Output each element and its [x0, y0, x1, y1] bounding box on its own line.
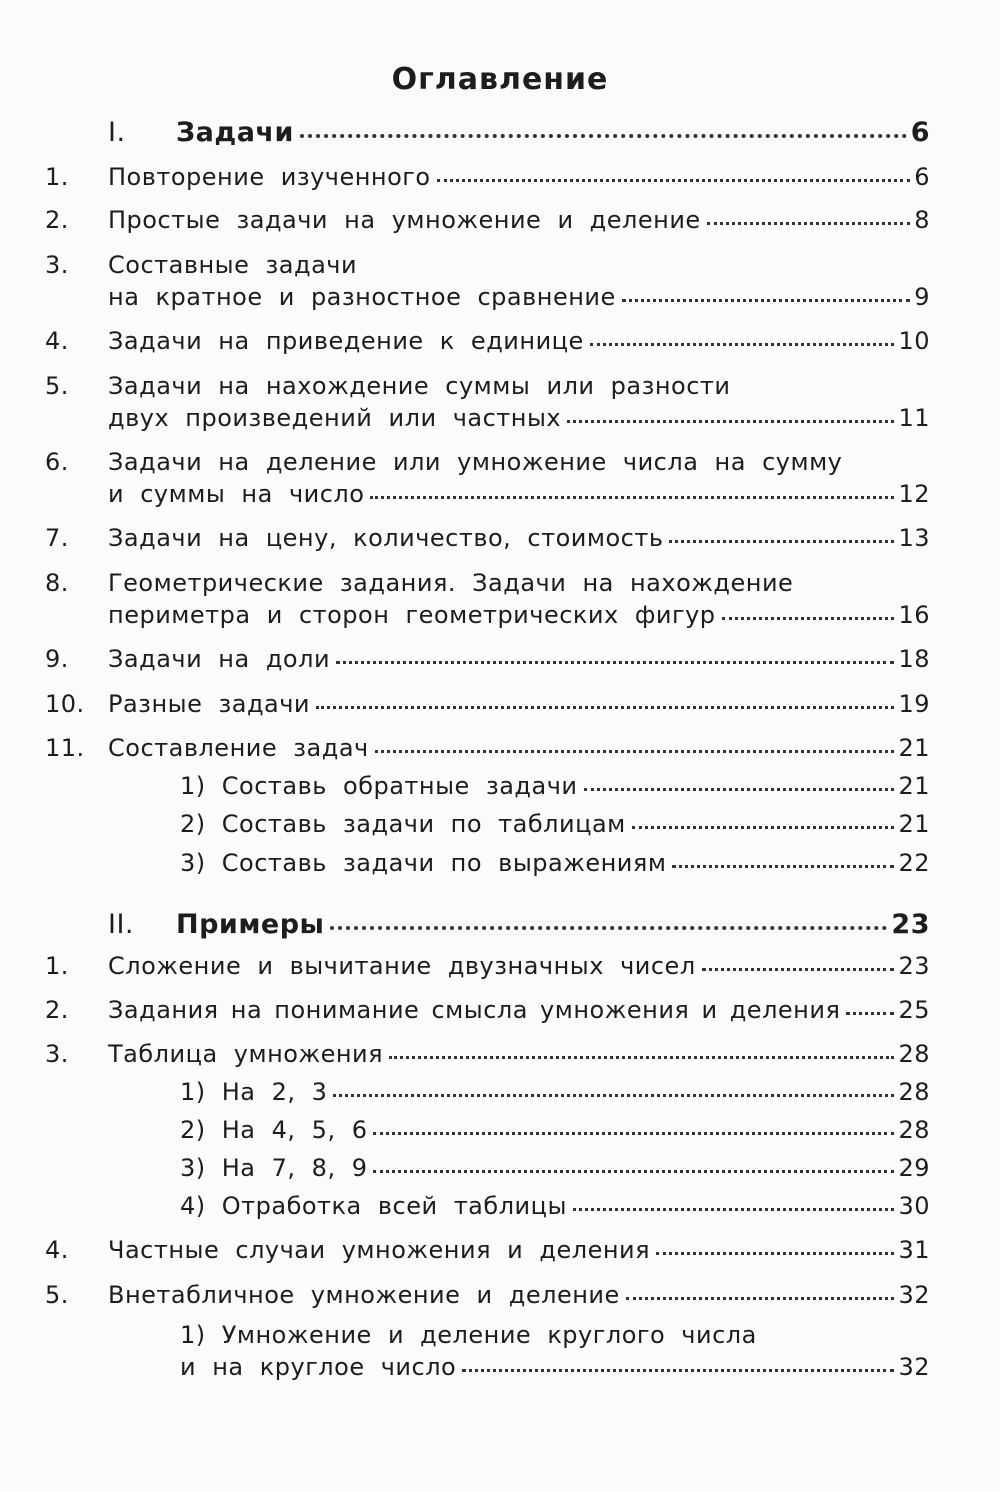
leader-dots: [584, 788, 895, 791]
page-title: Оглавление: [391, 62, 609, 97]
subentry-title: и на круглое число: [180, 1353, 457, 1381]
leader-dots: [846, 1012, 894, 1015]
page-number: 22: [898, 849, 930, 877]
leader-dots: [573, 1208, 895, 1211]
page-number: 6: [914, 163, 930, 191]
leader-dots: [375, 750, 895, 753]
subentry-title: 1) Составь обратные задачи: [180, 772, 578, 800]
leader-dots: [622, 299, 910, 302]
leader-dots: [672, 865, 894, 868]
page-number: 30: [898, 1192, 930, 1220]
leader-dots: [702, 968, 895, 971]
page-number: 19: [898, 690, 930, 718]
entry-title: Разные задачи: [108, 690, 311, 718]
entry-number: 5.: [45, 372, 69, 400]
entry-number: 5.: [45, 1281, 69, 1309]
entry-number: 2.: [45, 206, 69, 234]
entry-title: на кратное и разностное сравнение: [108, 283, 616, 311]
subentry-title: 2) На 4, 5, 6: [180, 1116, 368, 1144]
subentry-title: 3) Составь задачи по выражениям: [180, 849, 667, 877]
entry-title: Повторение изученного: [108, 163, 431, 191]
entry-title: Внетабличное умножение и деление: [108, 1281, 620, 1309]
entry-number: 7.: [45, 524, 69, 552]
leader-dots: [437, 179, 911, 182]
page-number: 28: [898, 1116, 930, 1144]
leader-dots: [626, 1297, 895, 1300]
entry-title: Частные случаи умножения и деления: [108, 1236, 651, 1264]
leader-dots: [669, 540, 894, 543]
subentry-title: 2) Составь задачи по таблицам: [180, 810, 626, 838]
section-number: II.: [108, 909, 135, 940]
entry-title: Задачи на приведение к единице: [108, 327, 584, 355]
entry-title: Задания на понимание смысла умножения и деления: [108, 996, 841, 1024]
subentry-title: 1) На 2, 3: [180, 1078, 328, 1106]
page-number: 23: [891, 909, 930, 940]
entry-number: 3.: [45, 1040, 69, 1068]
page-number: 9: [914, 283, 930, 311]
leader-dots: [590, 343, 895, 346]
entry-title: Простые задачи на умножение и деление: [108, 206, 701, 234]
section-number: I.: [108, 117, 126, 148]
entry-number: 6.: [45, 448, 69, 476]
subentry-title: 3) На 7, 8, 9: [180, 1154, 368, 1182]
page-number: 29: [898, 1154, 930, 1182]
entry-number: 11.: [45, 734, 85, 762]
page-number: 12: [898, 480, 930, 508]
entry-title: Сложение и вычитание двузначных чисел: [108, 952, 696, 980]
leader-dots: [373, 1170, 894, 1173]
leader-dots: [722, 617, 895, 620]
entry-title-line1: Составные задачи: [108, 251, 358, 279]
entry-title: и суммы на число: [108, 480, 365, 508]
page-number: 18: [898, 645, 930, 673]
page-number: 21: [898, 810, 930, 838]
page-number: 25: [898, 996, 930, 1024]
page-number: 32: [898, 1353, 930, 1381]
leader-dots: [300, 134, 907, 138]
section-title: Примеры: [176, 909, 325, 940]
page-number: 13: [898, 524, 930, 552]
page-number: 16: [898, 601, 930, 629]
entry-number: 4.: [45, 327, 69, 355]
subentry-title: 4) Отработка всей таблицы: [180, 1192, 567, 1220]
leader-dots: [567, 420, 894, 423]
leader-dots: [330, 926, 887, 930]
page-number: 31: [898, 1236, 930, 1264]
section-title: Задачи: [176, 117, 294, 148]
leader-dots: [373, 1132, 894, 1135]
entry-title: Задачи на цену, количество, стоимость: [108, 524, 664, 552]
entry-number: 4.: [45, 1236, 69, 1264]
page-number: 21: [898, 734, 930, 762]
leader-dots: [370, 496, 894, 499]
entry-title: Задачи на доли: [108, 645, 331, 673]
entry-title-line1: Задачи на деление или умножение числа на сумму: [108, 448, 843, 476]
leader-dots: [389, 1056, 894, 1059]
entry-title-line1: Геометрические задания. Задачи на нахождение: [108, 569, 794, 597]
leader-dots: [632, 826, 895, 829]
entry-title: Составление задач: [108, 734, 369, 762]
page-number: 28: [898, 1078, 930, 1106]
leader-dots: [336, 661, 894, 664]
entry-number: 2.: [45, 996, 69, 1024]
page-number: 23: [898, 952, 930, 980]
leader-dots: [462, 1369, 894, 1372]
leader-dots: [656, 1252, 894, 1255]
page-number: 21: [898, 772, 930, 800]
entry-title: периметра и сторон геометрических фигур: [108, 601, 716, 629]
entry-number: 3.: [45, 251, 69, 279]
entry-number: 8.: [45, 569, 69, 597]
entry-title: Таблица умножения: [108, 1040, 384, 1068]
subentry-title-line1: 1) Умножение и деление круглого числа: [180, 1321, 757, 1349]
page-number: 28: [898, 1040, 930, 1068]
entry-title: двух произведений или частных: [108, 404, 562, 432]
leader-dots: [707, 222, 911, 225]
entry-title-line1: Задачи на нахождение суммы или разности: [108, 372, 731, 400]
page-number: 8: [914, 206, 930, 234]
entry-number: 9.: [45, 645, 69, 673]
page-number: 10: [898, 327, 930, 355]
entry-number: 1.: [45, 163, 69, 191]
leader-dots: [316, 706, 894, 709]
page-number: 32: [898, 1281, 930, 1309]
page-number: 6: [910, 117, 930, 148]
entry-number: 10.: [45, 690, 85, 718]
entry-number: 1.: [45, 952, 69, 980]
leader-dots: [333, 1094, 894, 1097]
page-number: 11: [898, 404, 930, 432]
